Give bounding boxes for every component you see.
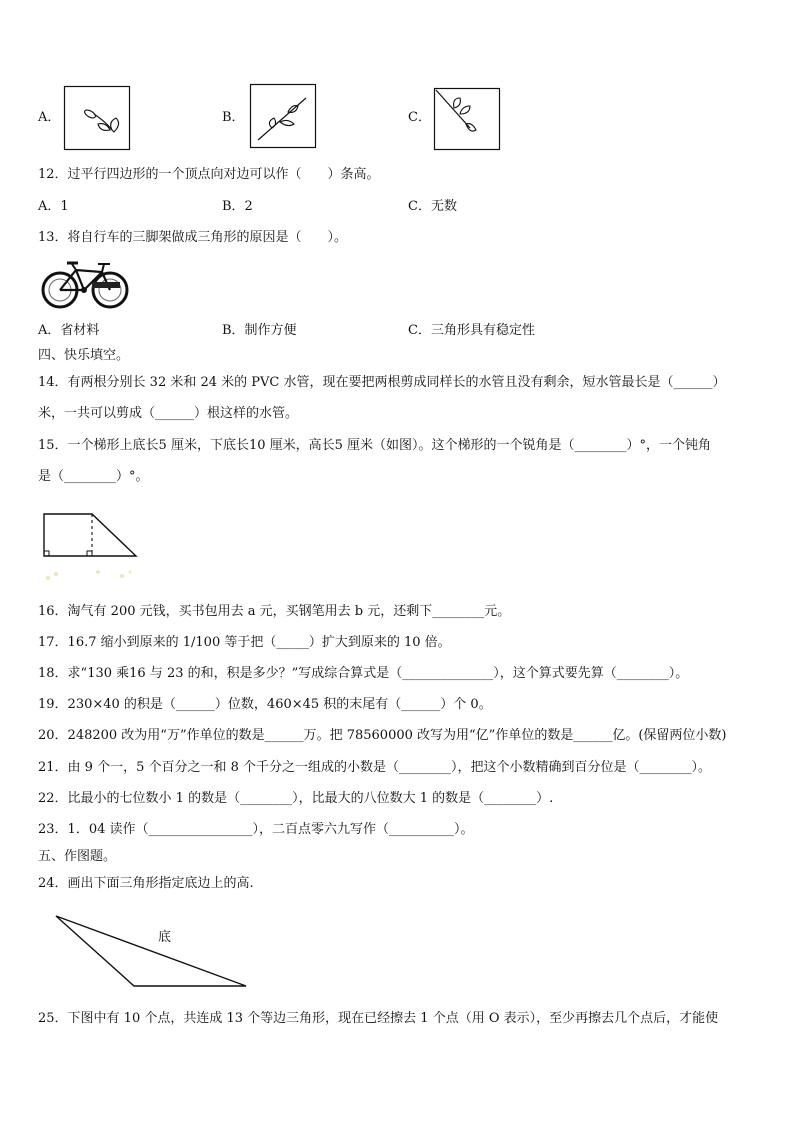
- q16: 16．淘气有 200 元钱，买书包用去 a 元，买钢笔用去 b 元，还剩下________元。: [38, 604, 511, 619]
- q19: 19．230×40 的积是（______）位数，460×45 积的末尾有（______）个 0。: [38, 697, 492, 712]
- q15-line-2: 是（________）°。: [38, 469, 149, 484]
- q18: 18．求“130 乘16 与 23 的和，积是多少？”写成综合算式是（______________），这个算式要先算（________）。: [38, 666, 689, 681]
- bicycle-image: [40, 258, 130, 310]
- triangle-base-label: 底: [158, 930, 172, 945]
- q14-line-1: 14．有两根分别长 32 米和 24 米的 PVC 水管，现在要把两根剪成同样长的水管且没有剩余，短水管最长是（______）: [38, 375, 726, 390]
- trapezoid-figure: [38, 500, 142, 590]
- q25: 25．下图中有 10 个点，共连成 13 个等边三角形，现在已经擦去 1 个点（用 O 表示），至少再擦去几个点后，才能使: [38, 1011, 719, 1026]
- q13-option-b: B．制作方便: [222, 323, 297, 338]
- q11-figure-b: [250, 84, 316, 148]
- section-5-heading: 五、作图题。: [38, 849, 117, 864]
- q12-option-c: C．无数: [408, 199, 457, 214]
- q13-option-c: C．三角形具有稳定性: [408, 323, 535, 338]
- section-4-heading: 四、快乐填空。: [38, 348, 130, 363]
- q11-figure-a: [64, 86, 130, 150]
- q15-line-1: 15．一个梯形上底长5 厘米，下底长10 厘米，高长5 厘米（如图）。这个梯形的一个锐角是（________）°，一个钝角: [38, 438, 712, 453]
- q17: 17．16.7 缩小到原来的 1/100 等于把（_____）扩大到原来的 10 倍。: [38, 635, 451, 650]
- q22: 22．比最小的七位数小 1 的数是（________），比最大的八位数大 1 的数是（________）.: [38, 791, 554, 806]
- q13-stem: 13．将自行车的三脚架做成三角形的原因是（ ）。: [38, 230, 348, 245]
- q23: 23．1．04 读作（________________），二百点零六九写作（__________）。: [38, 822, 474, 837]
- q14-line-2: 米，一共可以剪成（______）根这样的水管。: [38, 406, 299, 421]
- q21: 21．由 9 个一，5 个百分之一和 8 个千分之一组成的小数是（________），把这个小数精确到百分位是（________）。: [38, 760, 712, 775]
- q11-option-b-label: B．: [222, 110, 245, 125]
- q12-stem: 12．过平行四边形的一个顶点向对边可以作（ ）条高。: [38, 167, 380, 182]
- q11-figure-c: [434, 88, 500, 150]
- q11-option-a-label: A．: [38, 110, 61, 125]
- q20: 20．248200 改为用“万”作单位的数是______万。把 78560000 改写为用“亿”作单位的数是______亿。(保留两位小数): [38, 728, 727, 743]
- q11-option-c-label: C．: [408, 110, 431, 125]
- q12-option-a: A．1: [38, 199, 69, 214]
- q24-stem: 24．画出下面三角形指定底边上的高.: [38, 876, 254, 891]
- obtuse-triangle-figure: [50, 910, 255, 992]
- q12-option-b: B．2: [222, 199, 253, 214]
- q13-option-a: A．省材料: [38, 323, 100, 338]
